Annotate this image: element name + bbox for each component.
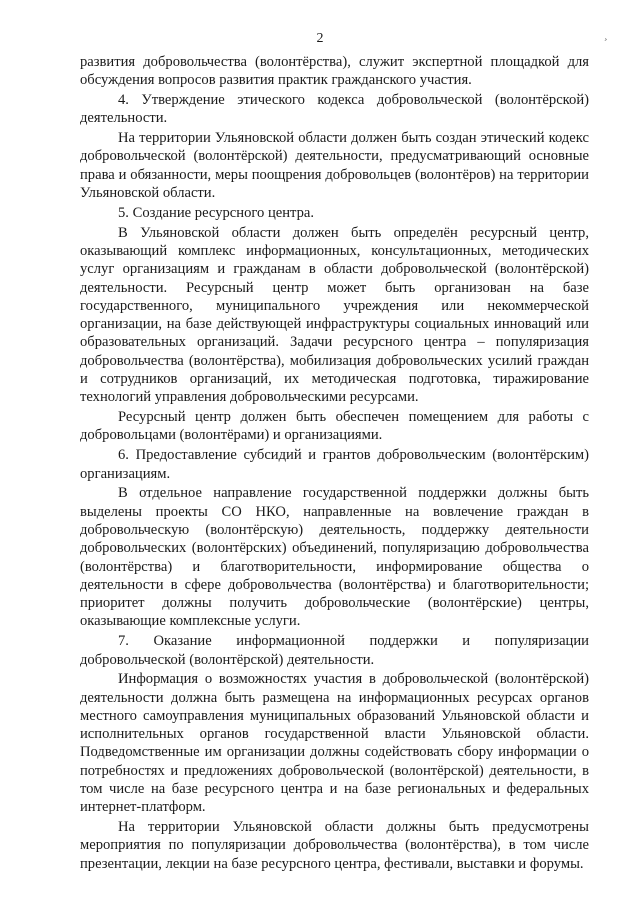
section-heading-subsidies: 6. Предоставление субсидий и грантов добровольческим (волонтёрским) организациям. [80,447,589,482]
document-body [80,53,589,875]
paragraph-continuation: развития добровольчества (волонтёрства), служит экспертной площадкой для обсуждения вопросов развития практик гражданского участия. [80,54,589,89]
section-heading-resource-center: 5. Создание ресурсного центра. [118,204,315,221]
page-number: 2 [316,31,324,46]
section-heading-information-support: 7. Оказание информационной поддержки и популяризации добровольческой (волонтёрской) деятельности. [80,633,589,668]
paragraph-subsidies: В отдельное направление государственной поддержки должны быть выделены проекты СО НКО, направленные на вовлечение граждан в добровольческую (волонтёрскую) деятельность, поддержку деятельности добровольческих (волонтёрских) объединений, популяризацию добровольчества (волонтёрства) и благотворительности, информирование общества о деятельности в сфере добровольчества (волонтёрства) и благотворительности; приоритет должны получить добровольческие (волонтёрские) центры, оказывающие комплексные услуги. [80,485,589,630]
paragraph-popularization-events: На территории Ульяновской области должны быть предусмотрены мероприятия по популяризации добровольчества (волонтёрства), в том числе презентации, лекции на базе ресурсного центра, фестивали, выставки и форумы. [80,819,589,872]
paragraph-resource-center-premises: Ресурсный центр должен быть обеспечен помещением для работы с добровольцами (волонтёрами) и организациями. [80,409,589,444]
paragraph-information-support: Информация о возможностях участия в добровольческой (волонтёрской) деятельности должна быть размещена на информационных ресурсах органов местного самоуправления муниципальных образований Ульяновской области и исполнительных органов государственной власти Ульяновской области. Подведомственные им организации должны содействовать сбору информации о потребностях и предложениях добровольческой (волонтёрской) деятельности, в том числе на базе ресурсного центра и на базе региональных и федеральных интернет-платформ. [80,671,589,816]
paragraph-ethics-code: На территории Ульяновской области должен быть создан этический кодекс добровольческой (волонтёрской) деятельности, предусматривающий основные права и обязанности, меры поощрения добровольцев (волонтёров) на территории Ульяновской области. [80,130,589,202]
paragraph-resource-center: В Ульяновской области должен быть определён ресурсный центр, оказывающий комплекс информационных, консультационных, методических услуг организациям и гражданам в области добровольческой (волонтёрской) деятельности. Ресурсный центр может быть организован на базе государственного, муниципального учреждения или некоммерческой организации, на базе действующей инфраструктуры социальных инноваций или образовательных организаций. Задачи ресурсного центра – популяризация добровольчества (волонтёрства), мобилизация добровольческих усилий граждан и сотрудников организаций, их методическая подготовка, тиражирование технологий управления добровольческими ресурсами. [80,224,589,406]
section-heading-ethics-code: 4. Утверждение этического кодекса добровольческой (волонтёрской) деятельности. [80,92,589,127]
edge-mark: ¸ [604,30,608,41]
